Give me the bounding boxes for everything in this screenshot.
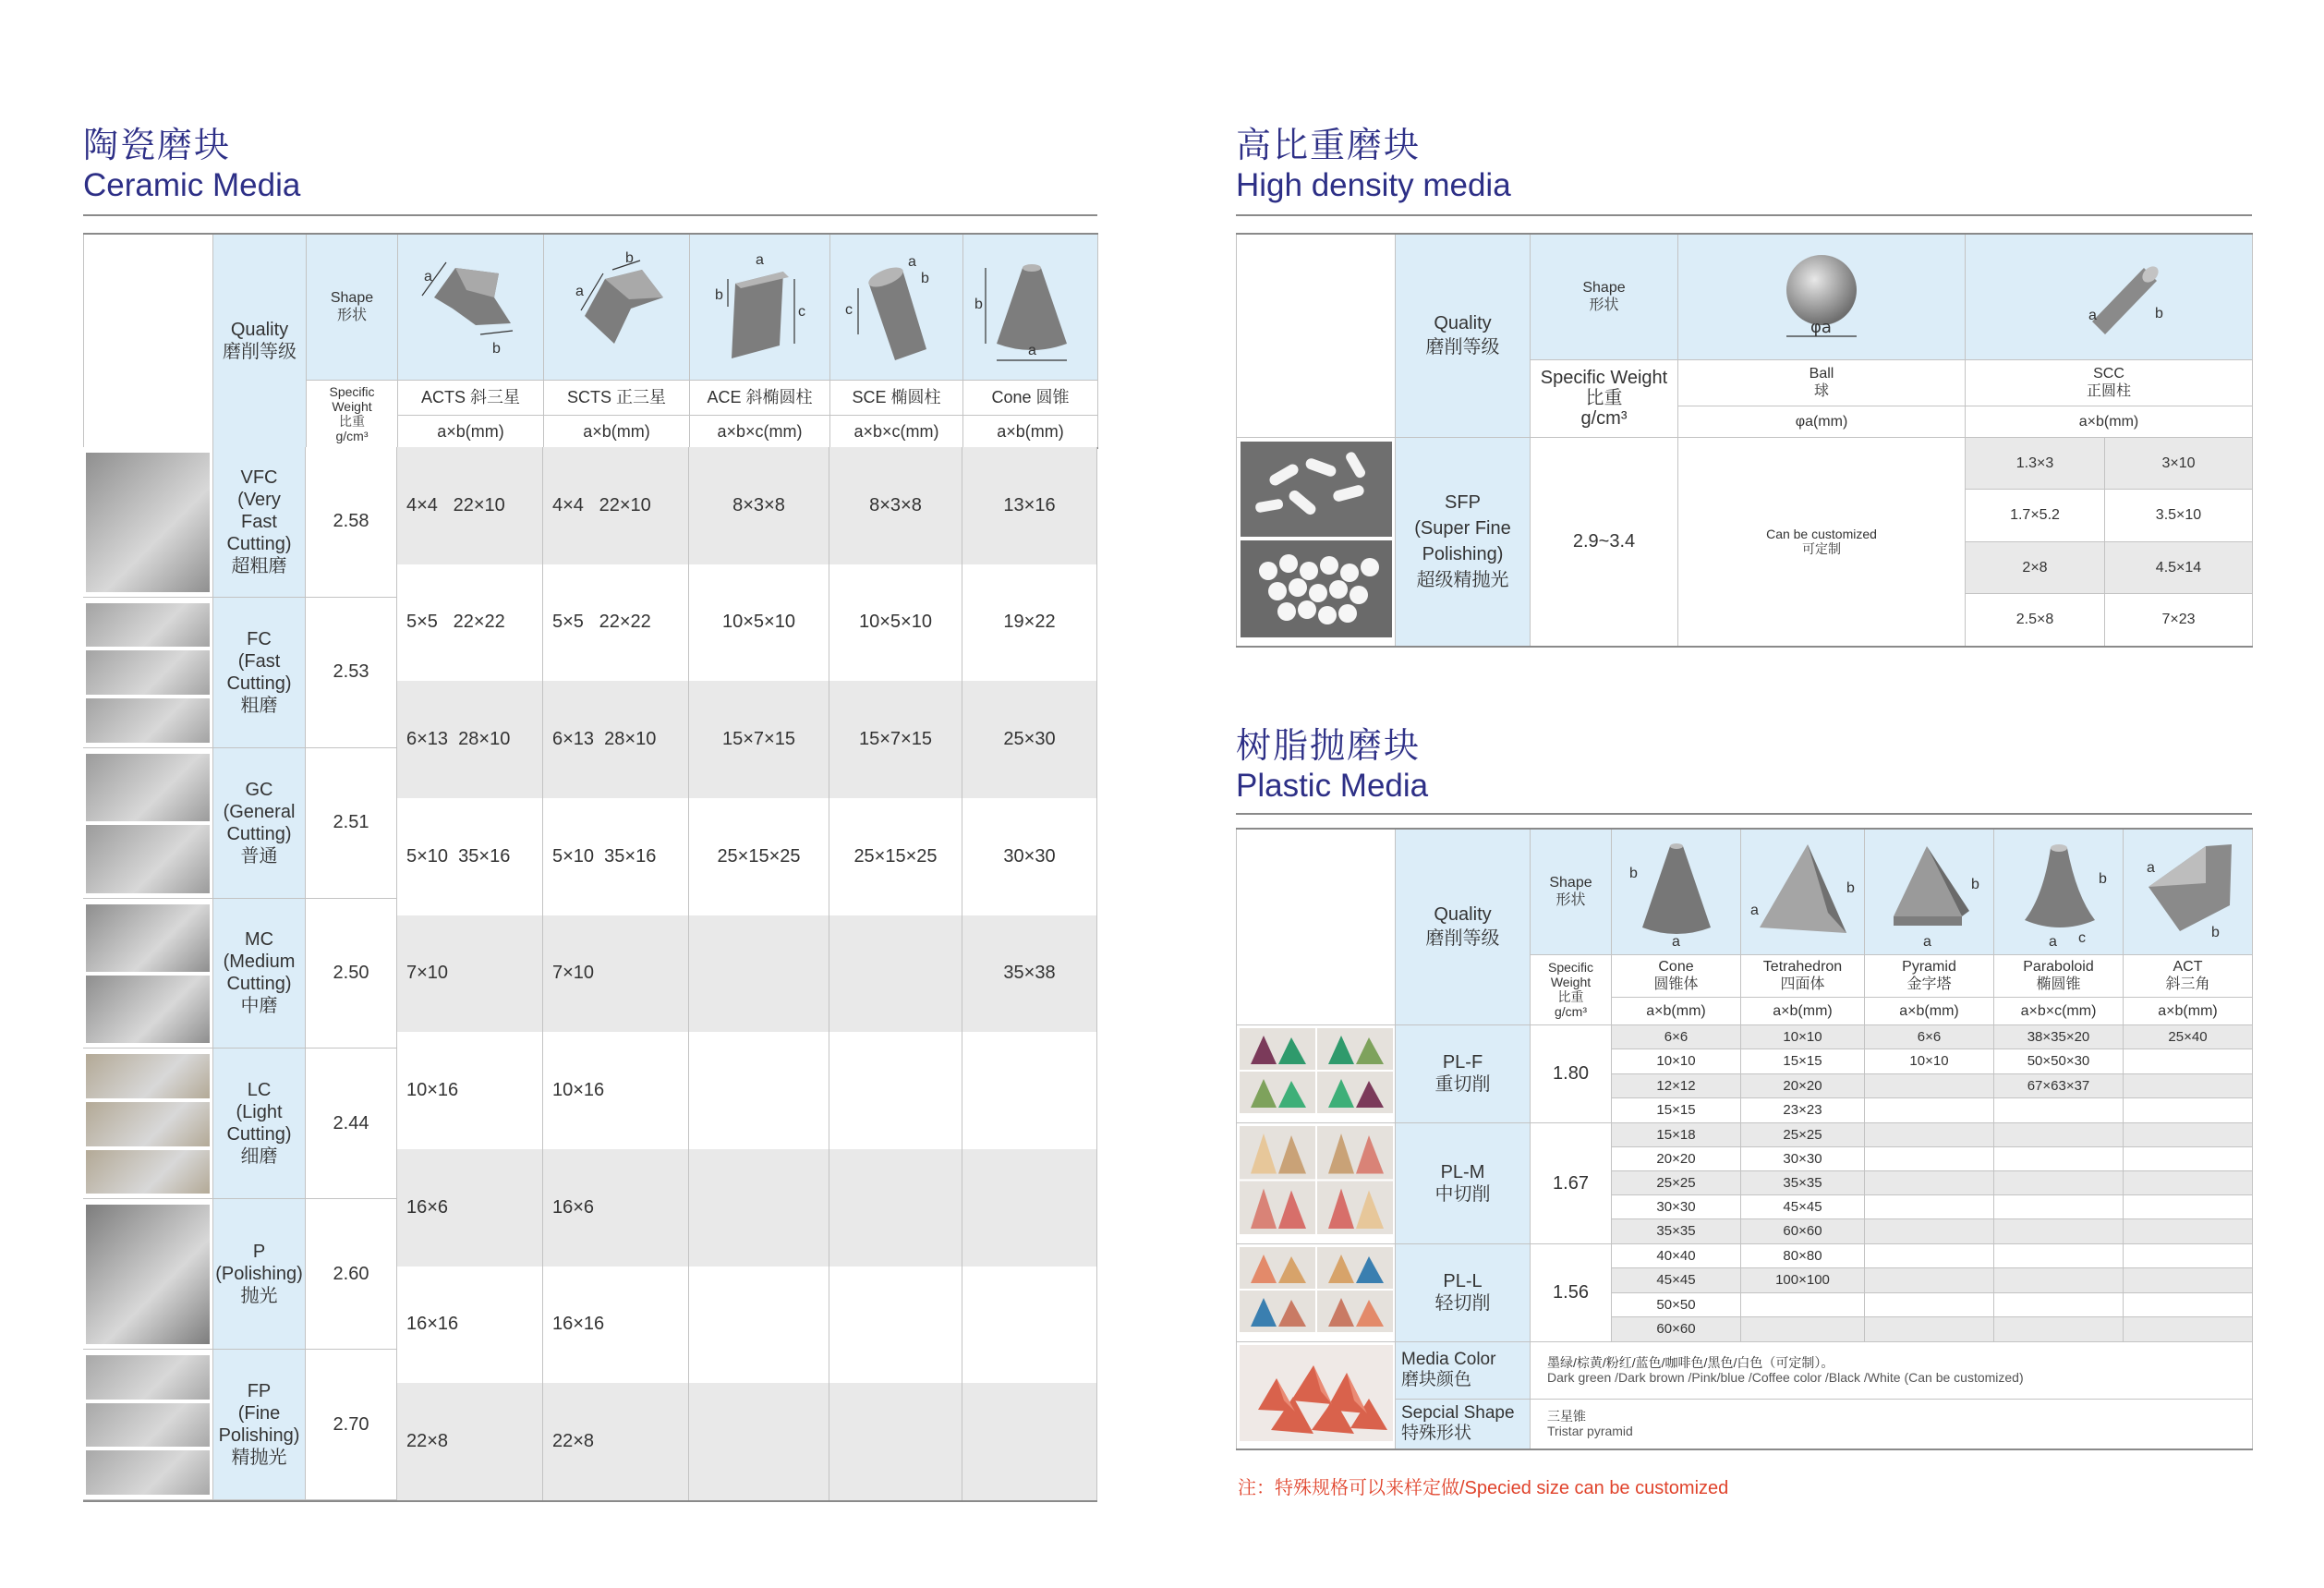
pyramid-shape-cell	[1865, 829, 1994, 954]
ceramic-grade-weight: 2.58	[306, 447, 397, 598]
special-shape-value	[1531, 1400, 2253, 1449]
ceramic-grade-weight: 2.70	[306, 1350, 397, 1500]
plastic-size-cell	[1865, 1195, 1994, 1219]
ceramic-grade-photo	[83, 1199, 212, 1350]
plastic-size-cell	[1994, 1243, 2124, 1268]
plastic-size-cell: 12×12	[1612, 1073, 1741, 1098]
ceramic-media-photo	[86, 904, 210, 972]
ceramic-grade-label: FC (Fast Cutting) 粗磨	[212, 598, 306, 748]
plastic-size-cell	[2124, 1195, 2253, 1219]
ceramic-size-cell: 5×10 35×16	[543, 798, 689, 915]
ceramic-col-name: SCE 椭圆柱	[830, 380, 963, 415]
plastic-size-cell: 67×63×37	[1994, 1073, 2124, 1098]
ceramic-bottom-rule	[83, 1500, 1097, 1502]
svg-text:b: b	[2210, 925, 2220, 941]
plastic-col-dim: a×b(mm)	[1741, 997, 1865, 1024]
svg-text:b: b	[921, 271, 929, 287]
plastic-title-rule	[1236, 813, 2252, 815]
ceramic-size-cell: 10×16	[543, 1032, 689, 1149]
svg-text:a: a	[2088, 308, 2097, 324]
ceramic-size-cell: 16×6	[543, 1149, 689, 1267]
ceramic-size-cell	[689, 1267, 829, 1384]
scts-shape-icon	[548, 242, 686, 371]
ceramic-size-cell	[689, 1149, 829, 1267]
plastic-weight-header: Specific Weight 比重 g/cm³	[1531, 954, 1612, 1024]
sce-shape-cell	[830, 234, 963, 380]
scc-shape-icon	[2016, 236, 2201, 357]
ace-shape-cell	[690, 234, 830, 380]
plastic-size-cell	[2124, 1073, 2253, 1098]
ceramic-col-name: Cone 圆锥	[963, 380, 1098, 415]
scc-value: 2×8	[1966, 541, 2105, 594]
scc-value: 3.5×10	[2105, 490, 2253, 542]
tetra-shape-cell	[1741, 829, 1865, 954]
plastic-size-cell: 60×60	[1741, 1219, 1865, 1243]
special-shape-photo	[1240, 1345, 1393, 1441]
ceramic-media-photo	[86, 1450, 210, 1495]
ceramic-title-cn: 陶瓷磨块	[83, 125, 232, 165]
special-shape-cn: 三星锥	[1547, 1409, 1586, 1424]
ceramic-media-photo	[86, 1205, 210, 1344]
ceramic-table	[83, 233, 1098, 449]
ceramic-col-dim: a×b(mm)	[963, 415, 1098, 448]
scc-value: 1.3×3	[1966, 437, 2105, 490]
ceramic-size-cell	[962, 1267, 1097, 1384]
plastic-size-cell	[1865, 1146, 1994, 1170]
pyramid-shape-icon	[1870, 831, 1990, 952]
ceramic-col-name: SCTS 正三星	[544, 380, 690, 415]
plastic-size-cell: 50×50×30	[1994, 1049, 2124, 1074]
plastic-size-cell: 15×18	[1612, 1122, 1741, 1146]
svg-text:a: a	[908, 254, 916, 271]
hd-col-name-scc: SCC 正圆柱	[1966, 359, 2253, 406]
plastic-size-cell	[1865, 1243, 1994, 1268]
ceramic-size-cell	[962, 1383, 1097, 1500]
sfp-photo	[1241, 442, 1392, 637]
plastic-size-cell: 15×15	[1741, 1049, 1865, 1074]
special-shape-en: Tristar pyramid	[1547, 1424, 1633, 1439]
plastic-col-dim: a×b(mm)	[2124, 997, 2253, 1024]
svg-text:b: b	[1846, 880, 1855, 897]
plastic-size-cell	[1994, 1098, 2124, 1123]
plastic-size-cell: 25×25	[1741, 1122, 1865, 1146]
hd-title	[1236, 124, 1511, 205]
ceramic-title-en: Ceramic Media	[83, 167, 301, 203]
plastic-grade-label: PL-F 重切削	[1396, 1024, 1531, 1122]
cone-shape-cell	[963, 234, 1098, 380]
ceramic-col-dim: a×b×c(mm)	[830, 415, 963, 448]
acts-shape-icon	[402, 242, 540, 371]
ceramic-title-rule	[83, 214, 1097, 216]
ceramic-grade-weight: 2.50	[306, 899, 397, 1049]
ace-shape-icon	[691, 242, 829, 371]
plastic-size-cell	[2124, 1049, 2253, 1074]
plastic-size-cell: 25×40	[2124, 1024, 2253, 1049]
ceramic-size-cell: 5×10 35×16	[397, 798, 543, 915]
special-shape-photo-cell	[1237, 1341, 1396, 1449]
plastic-col-dim: a×b(mm)	[1612, 997, 1741, 1024]
ball-shape-cell	[1678, 234, 1966, 359]
ceramic-media-photo	[86, 1403, 210, 1448]
hd-title-rule	[1236, 214, 2252, 216]
ceramic-size-cell: 8×3×8	[689, 447, 829, 564]
svg-text:b: b	[974, 297, 983, 313]
plastic-size-cell: 10×10	[1612, 1049, 1741, 1074]
ceramic-quality-header: Quality 磨削等级	[213, 234, 307, 448]
hd-col-dim-scc: a×b(mm)	[1966, 406, 2253, 437]
plastic-size-cell	[2124, 1219, 2253, 1243]
ceramic-size-cell: 35×38	[962, 915, 1097, 1033]
ceramic-title	[83, 124, 300, 205]
ceramic-size-cell: 25×30	[962, 681, 1097, 798]
ceramic-size-cell: 10×16	[397, 1032, 543, 1149]
svg-text:b: b	[714, 287, 723, 304]
hd-title-cn: 高比重磨块	[1236, 125, 1422, 165]
ceramic-media-photo	[86, 754, 210, 821]
ceramic-size-cell: 4×4 22×10	[397, 447, 543, 564]
ceramic-size-cell: 15×7×15	[829, 681, 962, 798]
ceramic-grade-label: VFC (Very Fast Cutting) 超粗磨	[212, 447, 306, 598]
ceramic-media-photo	[86, 650, 210, 695]
ceramic-size-cell: 4×4 22×10	[543, 447, 689, 564]
plastic-col-dim: a×b×c(mm)	[1994, 997, 2124, 1024]
plastic-media-photo	[1240, 1126, 1393, 1236]
ceramic-grade-label: MC (Medium Cutting) 中磨	[212, 899, 306, 1049]
plastic-size-cell: 10×10	[1865, 1049, 1994, 1074]
ceramic-size-cell: 10×5×10	[689, 564, 829, 682]
plastic-col-name: Paraboloid 椭圆锥	[1994, 954, 2124, 997]
special-shape-label: Sepcial Shape 特殊形状	[1396, 1400, 1531, 1449]
svg-text:b: b	[2098, 871, 2107, 888]
ceramic-size-cell	[829, 1032, 962, 1149]
svg-text:a: a	[575, 284, 584, 300]
ceramic-size-cell: 5×5 22×22	[543, 564, 689, 682]
plastic-size-cell	[2124, 1317, 2253, 1342]
plastic-col-dim: a×b(mm)	[1865, 997, 1994, 1024]
ceramic-size-cell: 25×15×25	[829, 798, 962, 915]
ceramic-media-photo	[86, 1102, 210, 1146]
plastic-size-cell	[2124, 1146, 2253, 1170]
plastic-col-name: Cone 圆锥体	[1612, 954, 1741, 997]
hd-quality-header: Quality 磨削等级	[1396, 234, 1531, 437]
ceramic-shape-header: Shape 形状	[307, 234, 398, 380]
plastic-size-cell: 80×80	[1741, 1243, 1865, 1268]
plastic-size-cell: 30×30	[1612, 1195, 1741, 1219]
plastic-size-cell	[1994, 1219, 2124, 1243]
sfp-ball-value: Can be customized 可定制	[1678, 437, 1966, 647]
ceramic-body	[83, 447, 1097, 1500]
scts-shape-cell	[544, 234, 690, 380]
ceramic-col-dim: a×b(mm)	[398, 415, 544, 448]
sfp-grade-label: SFP (Super Fine Polishing) 超级精抛光	[1396, 437, 1531, 647]
plastic-size-cell: 10×10	[1741, 1024, 1865, 1049]
hd-photo-header	[1237, 234, 1396, 437]
ceramic-size-cell: 6×13 28×10	[543, 681, 689, 798]
ceramic-size-cell: 6×13 28×10	[397, 681, 543, 798]
ceramic-size-cell	[962, 1032, 1097, 1149]
ceramic-size-cell: 25×15×25	[689, 798, 829, 915]
ceramic-grade-label: FP (Fine Polishing) 精抛光	[212, 1350, 306, 1500]
plastic-size-cell	[1994, 1292, 2124, 1317]
plastic-size-cell: 35×35	[1741, 1170, 1865, 1194]
plastic-size-cell	[2124, 1122, 2253, 1146]
plastic-table	[1236, 828, 2253, 1450]
media-color-cn: 墨绿/棕黄/粉红/蓝色/咖啡色/黑色/白色（可定制）。	[1547, 1355, 1834, 1371]
ceramic-media-photo	[86, 603, 210, 648]
plastic-size-cell	[2124, 1292, 2253, 1317]
svg-text:a: a	[1922, 934, 1931, 951]
plastic-size-cell: 6×6	[1612, 1024, 1741, 1049]
plastic-grade-label: PL-L 轻切削	[1396, 1243, 1531, 1341]
ceramic-values	[397, 447, 1097, 1500]
ceramic-size-cell: 16×6	[397, 1149, 543, 1267]
ceramic-media-photo	[86, 1150, 210, 1194]
custom-size-note: 注：特殊规格可以来样定做/Specied size can be customized	[1238, 1478, 1729, 1498]
plastic-size-cell	[1865, 1073, 1994, 1098]
svg-text:a: a	[755, 252, 764, 269]
plastic-size-cell: 35×35	[1612, 1219, 1741, 1243]
plastic-grade-weight: 1.67	[1531, 1122, 1612, 1243]
sfp-weight: 2.9~3.4	[1531, 437, 1678, 647]
ceramic-media-photo	[86, 976, 210, 1043]
plastic-title	[1236, 724, 1428, 806]
ceramic-size-cell: 30×30	[962, 798, 1097, 915]
ceramic-media-photo	[86, 453, 210, 592]
plastic-size-cell	[1994, 1170, 2124, 1194]
ceramic-size-cell: 8×3×8	[829, 447, 962, 564]
plastic-size-cell: 25×25	[1612, 1170, 1741, 1194]
ceramic-grades	[83, 447, 397, 1500]
svg-text:c: c	[797, 304, 805, 321]
ceramic-size-cell	[829, 1267, 962, 1384]
paraboloid-shape-cell	[1994, 829, 2124, 954]
ceramic-size-cell	[829, 1149, 962, 1267]
svg-text:a: a	[2048, 934, 2057, 951]
plastic-size-cell	[1741, 1292, 1865, 1317]
ceramic-size-cell: 13×16	[962, 447, 1097, 564]
plastic-col-name: Pyramid 金字塔	[1865, 954, 1994, 997]
plastic-size-cell	[2124, 1243, 2253, 1268]
plastic-size-cell	[1994, 1195, 2124, 1219]
plastic-size-cell	[1865, 1317, 1994, 1342]
plastic-size-cell	[1994, 1146, 2124, 1170]
scc-value: 3×10	[2105, 437, 2253, 490]
media-color-en: Dark green /Dark brown /Pink/blue /Coffee color /Black /White (Can be customized)	[1547, 1370, 2024, 1386]
scc-value: 4.5×14	[2105, 541, 2253, 594]
ceramic-size-cell	[689, 1032, 829, 1149]
ceramic-size-cell	[689, 1383, 829, 1500]
ceramic-size-cell: 7×10	[397, 915, 543, 1033]
scc-shape-cell	[1966, 234, 2253, 359]
plastic-quality-header: Quality 磨削等级	[1396, 829, 1531, 1024]
plastic-size-cell	[1994, 1268, 2124, 1293]
plastic-grade-photo	[1237, 1122, 1396, 1243]
tetra-shape-icon	[1743, 831, 1863, 952]
plastic-size-cell	[2124, 1170, 2253, 1194]
plastic-grade-weight: 1.80	[1531, 1024, 1612, 1122]
sce-shape-icon	[830, 242, 963, 371]
svg-text:a: a	[1749, 903, 1759, 919]
ceramic-grade-weight: 2.60	[306, 1199, 397, 1350]
plastic-size-cell: 40×40	[1612, 1243, 1741, 1268]
ceramic-size-cell: 15×7×15	[689, 681, 829, 798]
ceramic-size-cell: 19×22	[962, 564, 1097, 682]
plastic-size-cell	[1741, 1317, 1865, 1342]
scc-value: 7×23	[2105, 594, 2253, 647]
plastic-size-cell	[1865, 1098, 1994, 1123]
ceramic-size-cell: 5×5 22×22	[397, 564, 543, 682]
ceramic-media-photo	[86, 698, 210, 743]
ceramic-grade-photo	[83, 447, 212, 598]
hd-title-en: High density media	[1236, 167, 1511, 203]
media-color-label: Media Color 磨块颜色	[1396, 1341, 1531, 1400]
pl-cone-shape-icon	[1616, 831, 1737, 952]
ceramic-grade-photo	[83, 748, 212, 899]
plastic-size-cell: 30×30	[1741, 1146, 1865, 1170]
ceramic-grade-weight: 2.53	[306, 598, 397, 748]
pl-cone-shape-cell	[1612, 829, 1741, 954]
ceramic-photo-header	[84, 234, 213, 448]
hd-shape-header: Shape 形状	[1531, 234, 1678, 359]
ceramic-size-cell: 7×10	[543, 915, 689, 1033]
plastic-size-cell: 20×20	[1741, 1073, 1865, 1098]
plastic-grade-photo	[1237, 1024, 1396, 1122]
plastic-size-cell: 45×45	[1612, 1268, 1741, 1293]
ceramic-size-cell: 16×16	[397, 1267, 543, 1384]
plastic-rows	[1237, 1024, 2253, 1341]
ceramic-size-cell	[829, 915, 962, 1033]
plastic-title-en: Plastic Media	[1236, 768, 1429, 804]
ceramic-size-cell	[829, 1383, 962, 1500]
ceramic-grade-photo	[83, 1350, 212, 1500]
plastic-size-cell	[1865, 1292, 1994, 1317]
plastic-size-cell	[1865, 1122, 1994, 1146]
ceramic-grade-photo	[83, 1049, 212, 1199]
svg-text:b: b	[2155, 306, 2163, 322]
media-color-value	[1531, 1341, 2253, 1400]
plastic-size-cell	[2124, 1098, 2253, 1123]
ceramic-media-photo	[86, 1054, 210, 1098]
plastic-size-cell: 6×6	[1865, 1024, 1994, 1049]
ceramic-size-cell	[689, 915, 829, 1033]
ceramic-grade-weight: 2.44	[306, 1049, 397, 1199]
plastic-col-name: ACT 斜三角	[2124, 954, 2253, 997]
svg-text:a: a	[1671, 934, 1680, 951]
svg-text:b: b	[624, 250, 634, 267]
plastic-size-cell: 60×60	[1612, 1317, 1741, 1342]
ceramic-grade-photo	[83, 899, 212, 1049]
hd-col-dim-ball: φa(mm)	[1678, 406, 1966, 437]
plastic-size-cell	[2124, 1268, 2253, 1293]
plastic-grade-photo	[1237, 1243, 1396, 1341]
hd-col-name-ball: Ball 球	[1678, 359, 1966, 406]
ceramic-size-cell: 10×5×10	[829, 564, 962, 682]
ceramic-col-name: ACTS 斜三星	[398, 380, 544, 415]
hd-table	[1236, 233, 2253, 648]
act-shape-icon	[2128, 831, 2248, 952]
plastic-shape-header: Shape 形状	[1531, 829, 1612, 954]
ceramic-grade-photo	[83, 598, 212, 748]
plastic-grade-weight: 1.56	[1531, 1243, 1612, 1341]
plastic-photo-header	[1237, 829, 1396, 1024]
plastic-col-name: Tetrahedron 四面体	[1741, 954, 1865, 997]
act-shape-cell	[2124, 829, 2253, 954]
scc-value: 1.7×5.2	[1966, 490, 2105, 542]
plastic-media-photo	[1240, 1247, 1393, 1334]
plastic-size-cell	[1994, 1317, 2124, 1342]
ball-shape-icon	[1729, 236, 1914, 357]
svg-text:a: a	[1028, 343, 1036, 359]
plastic-media-photo	[1240, 1028, 1393, 1115]
plastic-size-cell	[1865, 1268, 1994, 1293]
svg-text:b: b	[1628, 866, 1638, 882]
svg-text:φa: φa	[1810, 318, 1832, 338]
plastic-size-cell: 50×50	[1612, 1292, 1741, 1317]
svg-text:c: c	[2077, 930, 2086, 947]
svg-text:a: a	[423, 269, 432, 285]
hd-weight-header: Specific Weight 比重 g/cm³	[1531, 359, 1678, 437]
plastic-size-cell	[1865, 1170, 1994, 1194]
plastic-size-cell: 15×15	[1612, 1098, 1741, 1123]
svg-text:b: b	[491, 341, 501, 358]
acts-shape-cell	[398, 234, 544, 380]
ceramic-grade-label: GC (General Cutting) 普通	[212, 748, 306, 899]
ceramic-media-photo	[86, 1355, 210, 1400]
ceramic-grade-weight: 2.51	[306, 748, 397, 899]
ceramic-size-cell: 16×16	[543, 1267, 689, 1384]
scc-value: 2.5×8	[1966, 594, 2105, 647]
plastic-size-cell: 20×20	[1612, 1146, 1741, 1170]
ceramic-grade-label: LC (Light Cutting) 细磨	[212, 1049, 306, 1199]
ceramic-col-name: ACE 斜椭圆柱	[690, 380, 830, 415]
svg-text:a: a	[2146, 860, 2155, 877]
plastic-title-cn: 树脂抛磨块	[1236, 725, 1422, 766]
ceramic-col-dim: a×b×c(mm)	[690, 415, 830, 448]
plastic-size-cell	[1994, 1122, 2124, 1146]
ceramic-col-dim: a×b(mm)	[544, 415, 690, 448]
plastic-grade-label: PL-M 中切削	[1396, 1122, 1531, 1243]
plastic-size-cell: 23×23	[1741, 1098, 1865, 1123]
ceramic-size-cell: 22×8	[397, 1383, 543, 1500]
svg-text:c: c	[845, 302, 853, 319]
plastic-size-cell: 38×35×20	[1994, 1024, 2124, 1049]
sfp-photo-cell	[1237, 437, 1396, 647]
plastic-size-cell: 100×100	[1741, 1268, 1865, 1293]
ceramic-size-cell: 22×8	[543, 1383, 689, 1500]
ceramic-weight-header: Specific Weight 比重 g/cm³	[307, 380, 398, 448]
svg-text:b: b	[1970, 877, 1979, 893]
ceramic-media-photo	[86, 825, 210, 892]
ceramic-size-cell	[962, 1149, 1097, 1267]
cone-shape-icon	[963, 242, 1098, 371]
plastic-size-cell	[1865, 1219, 1994, 1243]
plastic-size-cell: 45×45	[1741, 1195, 1865, 1219]
ceramic-grade-label: P (Polishing) 抛光	[212, 1199, 306, 1350]
paraboloid-shape-icon	[1999, 831, 2119, 952]
